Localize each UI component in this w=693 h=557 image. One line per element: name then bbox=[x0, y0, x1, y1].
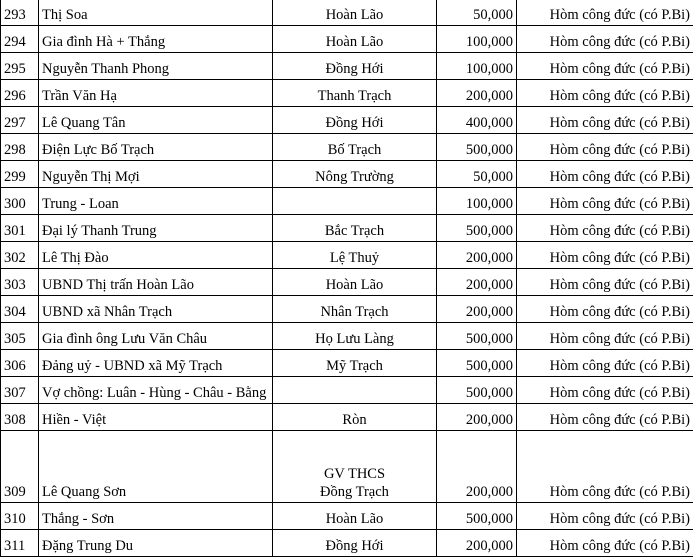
donation-amount: 50,000 bbox=[437, 0, 517, 26]
donor-place: Lệ Thuỷ bbox=[273, 242, 437, 269]
donation-note: Hòm công đức (có P.Bi) bbox=[517, 296, 693, 323]
donation-amount: 200,000 bbox=[437, 431, 517, 503]
donor-name: Lê Quang Sơn bbox=[39, 431, 273, 503]
table-row bbox=[1, 431, 693, 503]
table-row bbox=[1, 53, 693, 80]
row-number: 304 bbox=[1, 296, 39, 323]
donor-place: Nhân Trạch bbox=[273, 296, 437, 323]
donation-amount: 500,000 bbox=[437, 350, 517, 377]
row-number: 311 bbox=[1, 530, 39, 557]
row-number: 308 bbox=[1, 404, 39, 431]
donation-amount: 200,000 bbox=[437, 80, 517, 107]
donor-place: Hoàn Lão bbox=[273, 503, 437, 530]
table-row bbox=[1, 215, 693, 242]
donation-note: Hòm công đức (có P.Bi) bbox=[517, 0, 693, 26]
donation-amount: 50,000 bbox=[437, 161, 517, 188]
donation-note: Hòm công đức (có P.Bi) bbox=[517, 134, 693, 161]
donation-note: Hòm công đức (có P.Bi) bbox=[517, 530, 693, 557]
donation-amount: 500,000 bbox=[437, 323, 517, 350]
table-row bbox=[1, 188, 693, 215]
donor-name: Lê Quang Tân bbox=[39, 107, 273, 134]
donor-place bbox=[273, 377, 437, 404]
donation-note: Hòm công đức (có P.Bi) bbox=[517, 161, 693, 188]
donor-name: Gia đình ông Lưu Văn Châu bbox=[39, 323, 273, 350]
donor-place: Họ Lưu Làng bbox=[273, 323, 437, 350]
row-number: 305 bbox=[1, 323, 39, 350]
row-number: 293 bbox=[1, 0, 39, 26]
donor-place: Thanh Trạch bbox=[273, 80, 437, 107]
row-number: 298 bbox=[1, 134, 39, 161]
donor-place: Mỹ Trạch bbox=[273, 350, 437, 377]
table-row bbox=[1, 323, 693, 350]
donor-name: Thắng - Sơn bbox=[39, 503, 273, 530]
donation-note: Hòm công đức (có P.Bi) bbox=[517, 323, 693, 350]
row-number: 307 bbox=[1, 377, 39, 404]
donor-name: Đại lý Thanh Trung bbox=[39, 215, 273, 242]
donation-amount: 100,000 bbox=[437, 53, 517, 80]
donor-place: Bắc Trạch bbox=[273, 215, 437, 242]
donor-place: Hoàn Lão bbox=[273, 26, 437, 53]
donation-amount: 500,000 bbox=[437, 377, 517, 404]
donor-place: Ròn bbox=[273, 404, 437, 431]
donor-place: Nông Trường bbox=[273, 161, 437, 188]
donation-amount: 200,000 bbox=[437, 530, 517, 557]
donation-note: Hòm công đức (có P.Bi) bbox=[517, 350, 693, 377]
donation-amount: 500,000 bbox=[437, 215, 517, 242]
donor-place bbox=[273, 188, 437, 215]
donation-note: Hòm công đức (có P.Bi) bbox=[517, 215, 693, 242]
donor-place bbox=[273, 431, 437, 503]
donation-amount: 400,000 bbox=[437, 107, 517, 134]
donation-amount: 200,000 bbox=[437, 269, 517, 296]
donor-place-line: GV THCS bbox=[276, 465, 433, 483]
donor-name: Nguyễn Thị Mợi bbox=[39, 161, 273, 188]
donor-place: Đồng Hới bbox=[273, 53, 437, 80]
donation-note: Hòm công đức (có P.Bi) bbox=[517, 503, 693, 530]
donation-amount: 500,000 bbox=[437, 503, 517, 530]
donation-note: Hòm công đức (có P.Bi) bbox=[517, 377, 693, 404]
donor-place: Đồng Hới bbox=[273, 530, 437, 557]
donation-note: Hòm công đức (có P.Bi) bbox=[517, 188, 693, 215]
table-row bbox=[1, 377, 693, 404]
table-row bbox=[1, 134, 693, 161]
table-row bbox=[1, 242, 693, 269]
donation-note: Hòm công đức (có P.Bi) bbox=[517, 107, 693, 134]
donor-name: Đảng uỷ - UBND xã Mỹ Trạch bbox=[39, 350, 273, 377]
donor-name: UBND xã Nhân Trạch bbox=[39, 296, 273, 323]
table-row bbox=[1, 107, 693, 134]
donation-amount: 200,000 bbox=[437, 404, 517, 431]
table-row bbox=[1, 503, 693, 530]
donation-note: Hòm công đức (có P.Bi) bbox=[517, 26, 693, 53]
row-number: 300 bbox=[1, 188, 39, 215]
donation-amount: 200,000 bbox=[437, 296, 517, 323]
table-row bbox=[1, 350, 693, 377]
donor-name: Thị Soa bbox=[39, 0, 273, 26]
donation-note: Hòm công đức (có P.Bi) bbox=[517, 431, 693, 503]
table-row bbox=[1, 161, 693, 188]
table-row bbox=[1, 269, 693, 296]
row-number: 295 bbox=[1, 53, 39, 80]
donor-place: Bố Trạch bbox=[273, 134, 437, 161]
donor-name: Lê Thị Đào bbox=[39, 242, 273, 269]
donor-place: Hoàn Lão bbox=[273, 0, 437, 26]
donation-note: Hòm công đức (có P.Bi) bbox=[517, 242, 693, 269]
donation-amount: 100,000 bbox=[437, 188, 517, 215]
row-number: 303 bbox=[1, 269, 39, 296]
donor-name: Vợ chồng: Luân - Hùng - Châu - Bằng bbox=[39, 377, 273, 404]
table-row bbox=[1, 404, 693, 431]
table-row bbox=[1, 80, 693, 107]
row-number: 294 bbox=[1, 26, 39, 53]
donor-name: Trung - Loan bbox=[39, 188, 273, 215]
table-row bbox=[1, 0, 693, 26]
donation-note: Hòm công đức (có P.Bi) bbox=[517, 269, 693, 296]
donor-name: Điện Lực Bố Trạch bbox=[39, 134, 273, 161]
row-number: 299 bbox=[1, 161, 39, 188]
table-row bbox=[1, 26, 693, 53]
donation-amount: 100,000 bbox=[437, 26, 517, 53]
donation-note: Hòm công đức (có P.Bi) bbox=[517, 404, 693, 431]
donor-name: Hiền - Việt bbox=[39, 404, 273, 431]
row-number: 302 bbox=[1, 242, 39, 269]
donor-place: Đồng Hới bbox=[273, 107, 437, 134]
table-row bbox=[1, 296, 693, 323]
table-row bbox=[1, 530, 693, 557]
donation-amount: 500,000 bbox=[437, 134, 517, 161]
donor-name: Nguyễn Thanh Phong bbox=[39, 53, 273, 80]
row-number: 306 bbox=[1, 350, 39, 377]
donor-place-line: Đồng Trạch bbox=[276, 483, 433, 501]
row-number: 296 bbox=[1, 80, 39, 107]
donation-amount: 200,000 bbox=[437, 242, 517, 269]
donor-name: Đặng Trung Du bbox=[39, 530, 273, 557]
row-number: 297 bbox=[1, 107, 39, 134]
row-number: 310 bbox=[1, 503, 39, 530]
donor-name: UBND Thị trấn Hoàn Lão bbox=[39, 269, 273, 296]
donation-note: Hòm công đức (có P.Bi) bbox=[517, 80, 693, 107]
row-number: 301 bbox=[1, 215, 39, 242]
donor-name: Gia đình Hà + Thắng bbox=[39, 26, 273, 53]
donor-place: Hoàn Lão bbox=[273, 269, 437, 296]
donor-name: Trần Văn Hạ bbox=[39, 80, 273, 107]
donation-note: Hòm công đức (có P.Bi) bbox=[517, 53, 693, 80]
row-number: 309 bbox=[1, 431, 39, 503]
